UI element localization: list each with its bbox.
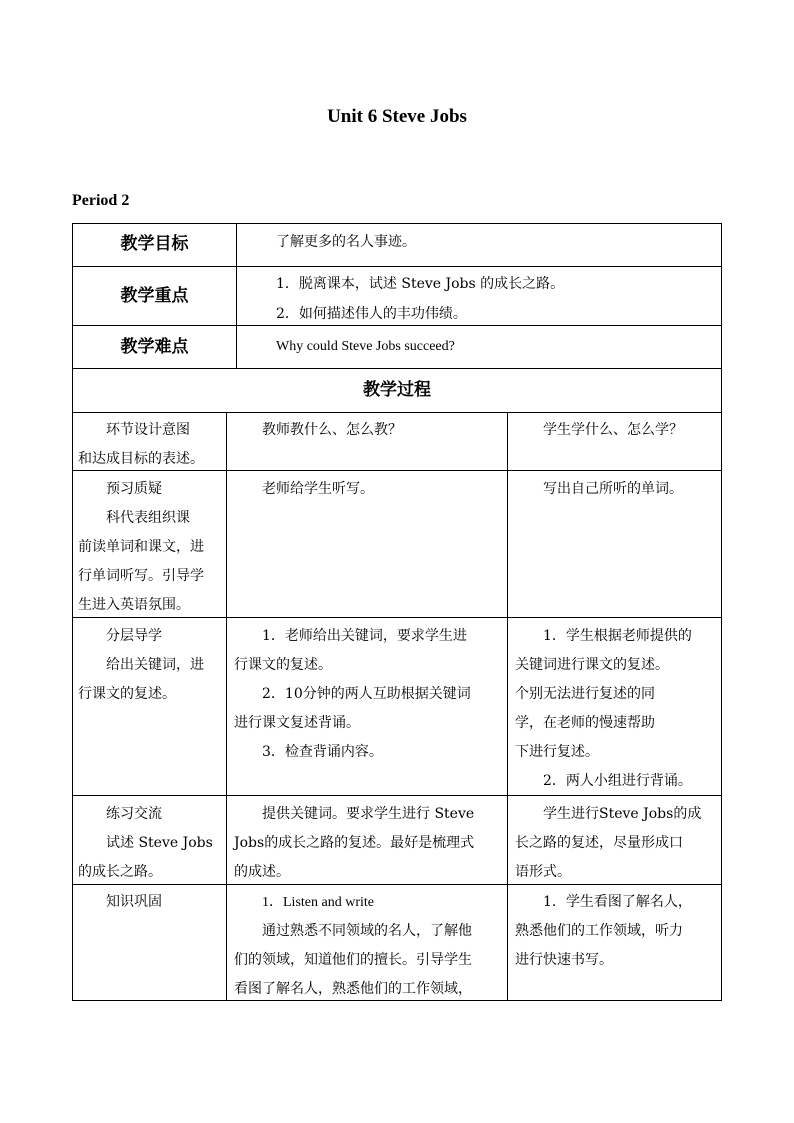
row2-stage-line: 行课文的复述。: [78, 686, 176, 702]
row2-student-line: 学，在老师的慢速帮助: [515, 715, 655, 731]
info-label-key: 教学重点: [120, 286, 189, 306]
row1-stage-line: 科代表组织课: [106, 510, 190, 526]
row2-student-line: 个别无法进行复述的同: [515, 686, 655, 702]
row2-teacher-line: 2．10分钟的两人互助根据关键词: [262, 686, 471, 702]
row4-student-line: 熟悉他们的工作领域，听力: [515, 923, 683, 939]
row4-student: [515, 888, 720, 975]
period-label: Period 2: [72, 192, 130, 209]
row2-teacher-line: 行课文的复述。: [234, 657, 332, 673]
row4-student-line: 进行快速书写。: [515, 952, 613, 968]
header-col3-label: 学生学什么、怎么学？: [543, 422, 683, 438]
row2-stage: [78, 622, 224, 709]
info-label-difficulty: 教学难点: [120, 337, 189, 357]
row2-student-line: 1．学生根据老师提供的: [543, 628, 692, 644]
row3-stage-name: 练习交流: [106, 806, 162, 822]
row4-stage: [78, 888, 224, 917]
row1-stage-line: 前读单词和课文，进: [78, 539, 204, 555]
row2-student-line: 下进行复述。: [515, 744, 599, 760]
row3-student: [515, 800, 720, 887]
info-content-key-1: 1．脱离课本，试述 Steve Jobs 的成长之路。: [276, 276, 565, 292]
row3-teacher-line: Jobs的成长之路的复述。最好是梳理式: [234, 835, 475, 851]
row2-teacher-line: 进行课文复述背诵。: [234, 715, 360, 731]
document-title: Unit 6 Steve Jobs: [327, 106, 467, 127]
row3-teacher-line: 提供关键词。要求学生进行 Steve: [262, 806, 475, 822]
row2-student: [515, 622, 720, 796]
row2-teacher-line: 1．老师给出关键词，要求学生进: [262, 628, 467, 644]
header-col2-text: [234, 416, 504, 445]
row3-student-line: 学生进行Steve Jobs的成: [543, 806, 702, 822]
row1-teacher: [234, 475, 504, 504]
header-col2-label: 教师教什么、怎么教？: [262, 422, 402, 438]
row2-student-line: 关键词进行课文的复述。: [515, 657, 669, 673]
row3-student-line: 长之路的复述，尽量形成口: [515, 835, 683, 851]
row2-stage-name: 分层导学: [106, 628, 162, 644]
row4-teacher-line: 通过熟悉不同领域的名人，了解他: [262, 923, 472, 939]
row2-student-line: 2．两人小组进行背诵。: [543, 773, 692, 789]
row2-teacher: [234, 622, 504, 767]
row2-stage-line: 给出关键词，进: [106, 657, 204, 673]
row3-teacher-line: 的成述。: [234, 864, 290, 880]
row4-teacher-line: 们的领域，知道他们的擅长。引导学生: [234, 952, 472, 968]
row3-student-line: 语形式。: [515, 864, 571, 880]
row4-teacher: [234, 888, 504, 1004]
row3-stage: [78, 800, 224, 887]
row1-stage-line: 生进入英语氛围。: [78, 597, 190, 613]
info-content-difficulty: Why could Steve Jobs succeed?: [276, 339, 455, 354]
header-col1-line2: 和达成目标的表述。: [78, 451, 204, 467]
header-col3-text: [515, 416, 720, 445]
row4-stage-name: 知识巩固: [106, 894, 162, 910]
row3-stage-line: 的成长之路。: [78, 864, 162, 880]
row1-stage-name: 预习质疑: [106, 481, 162, 497]
info-content-goal: 了解更多的名人事迹。: [276, 234, 416, 250]
row1-student-line: 写出自己所听的单词。: [543, 481, 683, 497]
row3-teacher: [234, 800, 504, 887]
row4-student-line: 1．学生看图了解名人，: [543, 894, 692, 910]
row1-stage-line: 行单词听写。引导学: [78, 568, 204, 584]
row4-teacher-line: 1．Listen and write: [262, 895, 374, 910]
info-label-goal: 教学目标: [120, 234, 189, 254]
row2-teacher-line: 3．检查背诵内容。: [262, 744, 383, 760]
row1-stage: [78, 475, 224, 620]
row1-student: [515, 475, 720, 504]
process-title: 教学过程: [363, 380, 431, 400]
row4-teacher-line: 看图了解名人，熟悉他们的工作领域，: [234, 981, 472, 997]
header-col1-line1: 环节设计意图: [106, 422, 190, 438]
info-content-key-2: 2．如何描述伟人的丰功伟绩。: [276, 306, 467, 322]
row3-stage-line: 试述 Steve Jobs: [106, 835, 213, 851]
header-col1-text: [78, 416, 224, 474]
row1-teacher-line: 老师给学生听写。: [262, 481, 374, 497]
